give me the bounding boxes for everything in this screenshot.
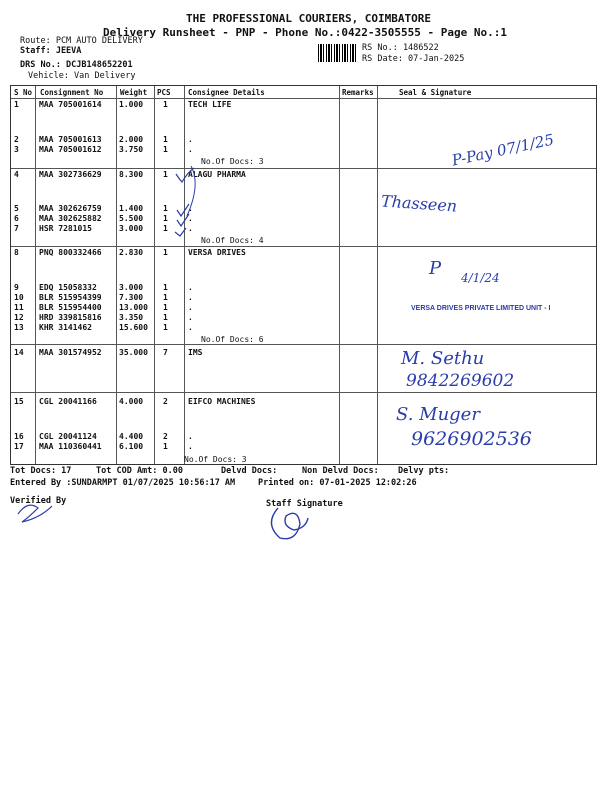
entered-by: Entered By :SUNDARMPT 01/07/2025 10:56:17 AM [10,478,236,488]
docs-note-3: No.Of Docs: 6 [201,335,264,344]
row-weight: 1.000 [119,100,144,109]
row-sno: 13 [14,323,24,332]
row-consignment: CGL 20041124 [39,432,97,441]
printed-on: Printed on: 07-01-2025 12:02:26 [258,478,417,488]
row-pcs: 1 [163,303,168,312]
row-sno: 11 [14,303,24,312]
row-sno: 2 [14,135,19,144]
company-title: THE PROFESSIONAL COURIERS, COIMBATORE [186,12,432,25]
row-pcs: 1 [163,214,168,223]
row-consignment: KHR 3141462 [39,323,92,332]
row-consignee: . [188,303,193,312]
row-consignment: MAA 705001612 [39,145,102,154]
row-consignment: CGL 20041166 [39,397,97,406]
header-sno: S No [14,88,33,97]
check-marks-icon [161,166,211,246]
row-weight: 4.000 [119,397,144,406]
row-consignment: EDQ 15058332 [39,283,97,292]
company-stamp: VERSA DRIVES PRIVATE LIMITED UNIT - I [411,305,551,312]
row-sno: 4 [14,170,19,179]
row-sno: 12 [14,313,24,322]
header-pcs: PCS [157,88,171,97]
row-sno: 15 [14,397,24,406]
row-consignment: BLR 515954400 [39,303,102,312]
row-sno: 5 [14,204,19,213]
row-sno: 1 [14,100,19,109]
signature-5-name: S. Muger [396,404,480,425]
runsheet-table [10,85,597,465]
row-consignee: . [188,293,193,302]
staff-signature-icon [264,504,314,544]
total-cod: Tot COD Amt: 0.00 [96,466,183,476]
delivery-points: Delvy pts: [398,466,450,476]
row-weight: 35.000 [119,348,148,357]
row-pcs: 1 [163,323,168,332]
row-pcs: 1 [163,283,168,292]
row-consignment: MAA 302626759 [39,204,102,213]
row-pcs: 1 [163,204,168,213]
signature-4-name: M. Sethu [401,348,485,369]
header-weight: Weight [120,88,148,97]
row-sno: 7 [14,224,19,233]
row-consignee: TECH LIFE [188,100,232,109]
rs-number: RS No.: 1486522 [362,43,439,53]
signature-3-date: 4/1/24 [461,271,500,285]
staff-label: Staff: JEEVA [20,46,82,56]
row-sno: 8 [14,248,19,257]
row-consignee: . [188,214,193,223]
header-consignment: Consignment No [40,88,104,97]
runsheet-title: Delivery Runsheet - PNP - Phone No.:0422-3505555 - Page No.:1 [103,26,507,39]
row-pcs: 1 [163,293,168,302]
row-weight: 6.100 [119,442,144,451]
row-weight: 13.000 [119,303,148,312]
row-pcs: 1 [163,224,168,233]
row-consignment: MAA 302625882 [39,214,102,223]
row-consignment: MAA 110360441 [39,442,102,451]
row-consignee: . [188,323,193,332]
row-consignment: PNQ 800332466 [39,248,102,257]
row-consignee: . [188,135,193,144]
header-remarks: Remarks [342,88,374,97]
row-pcs: 1 [163,170,168,179]
row-sno: 14 [14,348,24,357]
row-pcs: 1 [163,313,168,322]
row-weight: 1.400 [119,204,144,213]
row-pcs: 7 [163,348,168,357]
row-pcs: 1 [163,145,168,154]
drs-number: DRS No.: DCJB148652201 [20,60,133,70]
header-seal: Seal & Signature [399,88,472,97]
row-consignee: . [188,313,193,322]
row-consignee: VERSA DRIVES [188,248,246,257]
row-consignment: HRD 339815816 [39,313,102,322]
row-pcs: 1 [163,135,168,144]
row-pcs: 1 [163,442,168,451]
signature-3-initials: P [429,258,442,279]
row-consignee: . [188,442,193,451]
row-consignee: . [188,224,193,233]
row-weight: 15.600 [119,323,148,332]
row-consignment: MAA 301574952 [39,348,102,357]
row-consignee: . [188,145,193,154]
row-consignment: MAA 705001613 [39,135,102,144]
row-consignment: HSR 7281015 [39,224,92,233]
vehicle-label: Vehicle: Van Delivery [28,71,136,81]
row-weight: 8.300 [119,170,144,179]
row-weight: 3.750 [119,145,144,154]
row-consignee: IMS [188,348,203,357]
row-pcs: 2 [163,432,168,441]
rs-date: RS Date: 07-Jan-2025 [362,54,465,64]
delivered-docs: Delvd Docs: [221,466,278,476]
docs-note-1: No.Of Docs: 3 [201,157,264,166]
docs-note-4: No.Of Docs: 3 [184,455,247,464]
row-sno: 9 [14,283,19,292]
row-consignment: MAA 705001614 [39,100,102,109]
row-sno: 3 [14,145,19,154]
row-pcs: 2 [163,397,168,406]
row-sno: 6 [14,214,19,223]
row-weight: 3.350 [119,313,144,322]
row-consignment: MAA 302736629 [39,170,102,179]
signature-5-phone: 9626902536 [411,428,532,450]
row-pcs: 1 [163,248,168,257]
signature-2: Thasseen [380,191,458,216]
row-consignment: BLR 515954399 [39,293,102,302]
row-pcs: 1 [163,100,168,109]
row-consignee: . [188,283,193,292]
verified-by-label: Verified By [10,496,67,506]
row-weight: 5.500 [119,214,144,223]
row-weight: 2.000 [119,135,144,144]
row-weight: 3.000 [119,283,144,292]
staff-signature-label: Staff Signature [266,499,343,509]
verified-signature-icon [14,494,64,529]
row-sno: 10 [14,293,24,302]
docs-note-2: No.Of Docs: 4 [201,236,264,245]
barcode [318,44,358,62]
header-consignee: Consignee Details [188,88,265,97]
row-consignee: . [188,432,193,441]
row-weight: 3.000 [119,224,144,233]
non-delivered-docs: Non Delvd Docs: [302,466,379,476]
row-sno: 17 [14,442,24,451]
row-consignee: . [188,204,193,213]
route-label: Route: PCM AUTO DELIVERY [20,36,143,46]
row-sno: 16 [14,432,24,441]
signature-4-phone: 9842269602 [406,371,515,391]
row-weight: 7.300 [119,293,144,302]
total-docs: Tot Docs: 17 [10,466,72,476]
row-consignee: EIFCO MACHINES [188,397,256,406]
row-consignee: ALAGU PHARMA [188,170,246,179]
row-weight: 4.400 [119,432,144,441]
signature-1: P-Pay 07/1/25 [450,130,556,170]
row-weight: 2.830 [119,248,144,257]
